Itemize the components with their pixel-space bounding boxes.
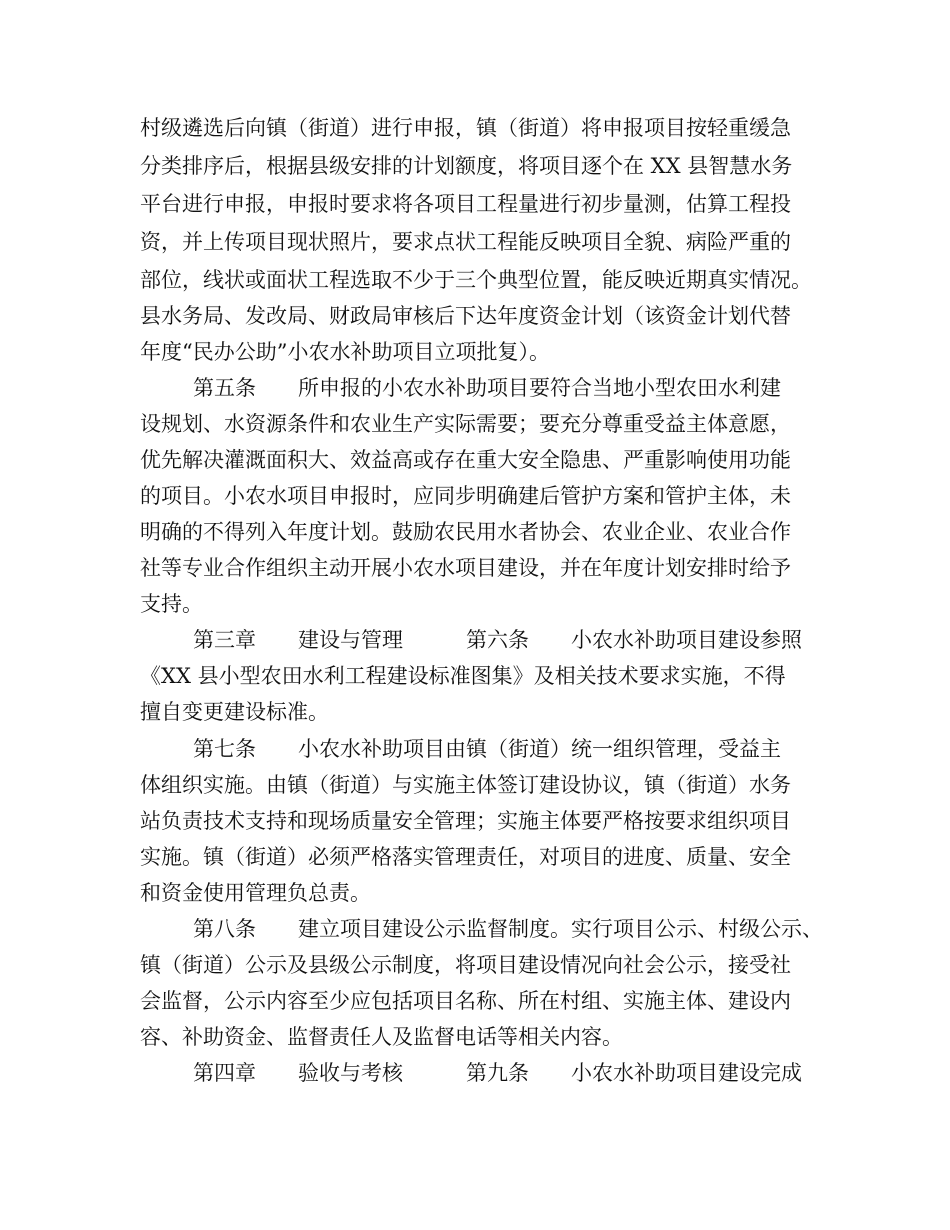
- body-text-line: 平台进行申报，申报时要求将各项目工程量进行初步量测，估算工程投: [140, 192, 791, 216]
- body-text-line: 设规划、水资源条件和农业生产实际需要；要充分尊重受益主体意愿，: [140, 412, 791, 436]
- body-text-line: 优先解决灌溉面积大、效益高或存在重大安全隐患、严重影响使用功能: [140, 448, 791, 472]
- body-text-line: 容、补助资金、监督责任人及监督电话等相关内容。: [140, 1025, 623, 1049]
- body-text-line: 明确的不得列入年度计划。鼓励农民用水者协会、农业企业、农业合作: [140, 520, 791, 544]
- article-8-heading-line: 第八条 建立项目建设公示监督制度。实行项目公示、村级公示、: [193, 917, 823, 941]
- body-text-line: 站负责技术支持和现场质量安全管理；实施主体要严格按要求组织项目: [140, 809, 791, 833]
- body-text-line: 年度“民办公助”小农水补助项目立项批复）。: [140, 340, 550, 364]
- body-text-line: 分类排序后，根据县级安排的计划额度，将项目逐个在 XX 县智慧水务: [140, 154, 793, 178]
- body-text-line: 实施。镇（街道）必须严格落实管理责任，对项目的进度、质量、安全: [140, 845, 791, 869]
- body-text-line: 资，并上传项目现状照片，要求点状工程能反映项目全貌、病险严重的: [140, 230, 791, 254]
- body-text-line: 《XX 县小型农田水利工程建设标准图集》及相关技术要求实施，不得: [140, 664, 786, 688]
- article-7-heading-line: 第七条 小农水补助项目由镇（街道）统一组织管理，受益主: [193, 737, 781, 761]
- body-text-line: 擅自变更建设标准。: [140, 700, 329, 724]
- body-text-line: 体组织实施。由镇（街道）与实施主体签订建设协议，镇（街道）水务: [140, 773, 791, 797]
- body-text-line: 和资金使用管理负总责。: [140, 881, 371, 905]
- body-text-line: 会监督，公示内容至少应包括项目名称、所在村组、实施主体、建设内: [140, 989, 791, 1013]
- body-text-line: 社等专业合作组织主动开展小农水项目建设，并在年度计划安排时给予: [140, 556, 791, 580]
- body-text-line: 镇（街道）公示及县级公示制度，将项目建设情况向社会公示，接受社: [140, 953, 791, 977]
- body-text-line: 部位，线状或面状工程选取不少于三个典型位置，能反映近期真实情况。: [140, 268, 812, 292]
- body-text-line: 村级遴选后向镇（街道）进行申报，镇（街道）将申报项目按轻重缓急: [140, 116, 791, 140]
- chapter-3-heading-line: 第三章 建设与管理 第六条 小农水补助项目建设参照: [193, 628, 802, 652]
- chapter-4-heading-line: 第四章 验收与考核 第九条 小农水补助项目建设完成: [193, 1061, 802, 1085]
- body-text-line: 支持。: [140, 592, 203, 616]
- article-5-heading-line: 第五条 所申报的小农水补助项目要符合当地小型农田水利建: [193, 376, 781, 400]
- body-text-line: 县水务局、发改局、财政局审核后下达年度资金计划（该资金计划代替: [140, 304, 791, 328]
- body-text-line: 的项目。小农水项目申报时，应同步明确建后管护方案和管护主体，未: [140, 484, 791, 508]
